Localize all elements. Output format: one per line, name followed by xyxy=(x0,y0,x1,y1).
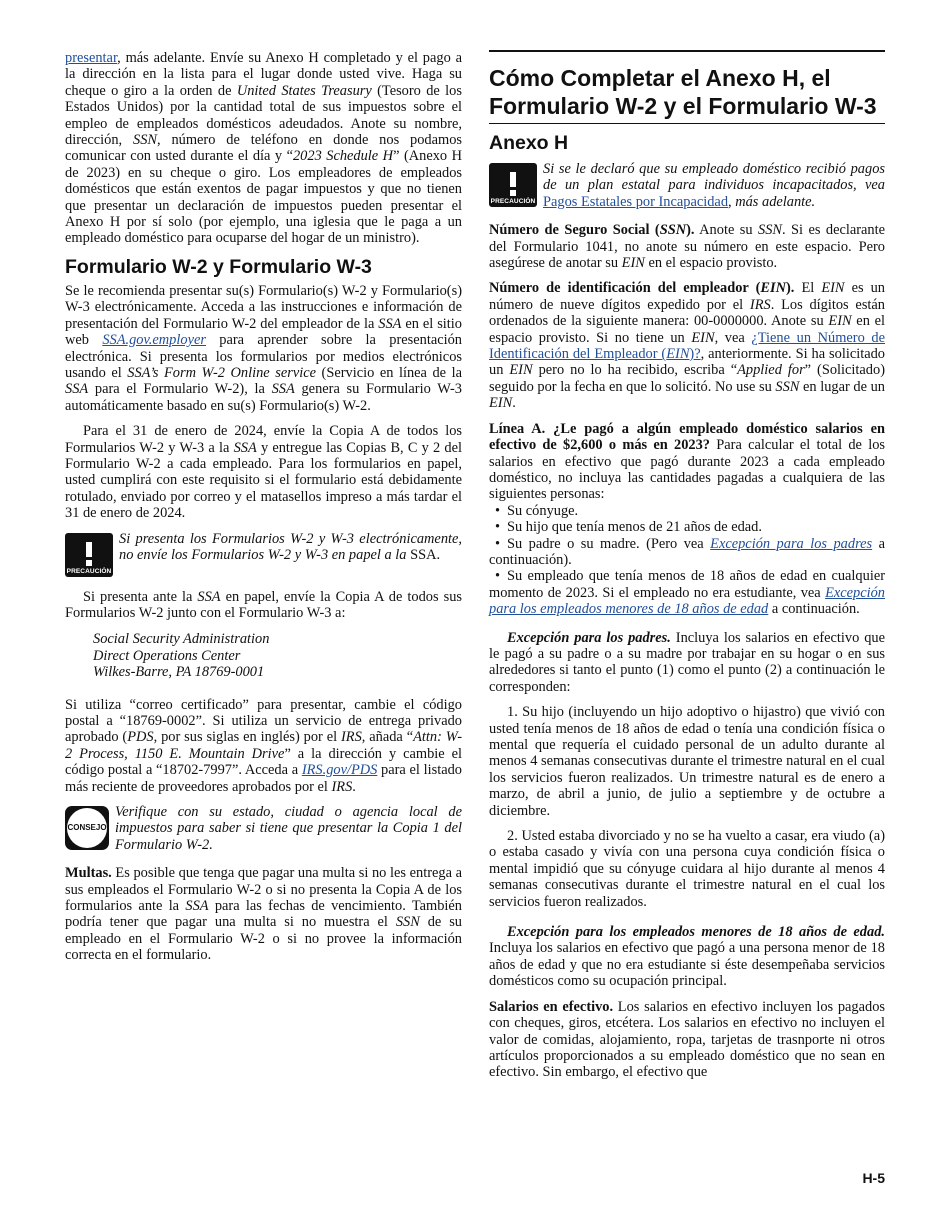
disability-payments-link[interactable]: Pagos Estatales por Incapacidad xyxy=(543,193,729,210)
paragraph-certified-mail: Si utiliza “correo certificado” para presentar, cambie el código postal a “18769-0002”. Si utiliza un servicio de entrega privado aprobado (PDS, por sus siglas en inglés) por el IRS, añada “Attn: W-2 Process, 1150 E. Mountain Drive” a la dirección y cambie el código postal a “18702-7997”. Acceda a IRS.gov/PDS para el listado más reciente de proveedores aprobados por el IRS. xyxy=(65,696,463,795)
excluded-persons-list xyxy=(489,503,885,618)
list-item: • Su empleado que tenía menos de 18 años de edad en cualquier momento de 2023. Si el empleado no era estudiante, vea Excepción para los empleados menores de 18 años de edad a continuación. xyxy=(489,568,885,617)
ein-link[interactable]: ¿Tiene un Número de Identificación del Empleador (EIN)? xyxy=(489,329,885,363)
paragraph-deadline: Para el 31 de enero de 2024, envíe la Copia A de todos los Formularios W-2 y W-3 a la SSA y entregue las Copias B, C y 2 del Formulario W-2 a cada empleado. Para los formularios en papel, usted cumplirá con este requisito si el formulario está debidamente rotulado, enviado por correo y el matasellos impreso a más tardar el 31 de enero de 2024. xyxy=(65,423,463,522)
paragraph-condition-1: 1. Su hijo (incluyendo un hijo adoptivo o hijastro) que vivió con usted tenía menos de 18 años de edad o tenía una condición física o mental que requería el cuidado personal de un adulto durante al menos 4 semanas consecutivas durante el trimestre natural en el cual los servicios fueron realizados. Un trimestre natural es de enero a marzo, de abril a junio, de julio a septiembre y de octubre a diciembre. xyxy=(489,704,885,819)
caution-text: Si se le declaró que su empleado doméstico recibió pagos de un plan estatal para individuos incapacitados, vea Pagos Estatales por Incapacidad, más adelante. xyxy=(543,161,885,210)
ssa-employer-link[interactable]: SSA.gov.employer xyxy=(102,332,206,349)
paragraph-electronic-filing: Se le recomienda presentar su(s) Formulario(s) W-2 y Formulario(s) W-3 electrónicamente. Acceda a las instrucciones e información de presentación del Formulario W-2 del empleador de la SSA en el sitio web SSA.gov.employer para aprender sobre la presentación electrónica. Si presenta los formularios por medios electrónicos usando el SSA’s Form W-2 Online service (Servicio en línea de la SSA para el Formulario W-2), la SSA genera su Formulario W-3 automáticamente basado en su(s) Formulario(s) W-2. xyxy=(65,282,462,414)
paragraph-cash-wages: Salarios en efectivo. Los salarios en efectivo incluyen los pagados con cheques, giros, etcétera. Los salarios en efectivo no incluyen el valor de comidas, alojamiento, ropa, tarjetas de trasnporte ni otros artículos proporcionados a su empleado doméstico que no sean en efectivo. Sin embargo, el efectivo que xyxy=(489,998,885,1081)
paragraph-parents-exception: Excepción para los padres. Incluya los salarios en efectivo que le pagó a su padre o a su madre por trabajar en su hogar o en sus alrededores si tanto el punto (1) como el punto (2) a continuación le corresponden: xyxy=(489,629,885,695)
list-item: • Su padre o su madre. (Pero vea Excepción para los padres a continuación). xyxy=(489,536,885,569)
exclamation-icon xyxy=(498,170,528,198)
caution-icon: PRECAUCIÓN xyxy=(65,533,113,577)
right-column xyxy=(489,50,885,1090)
paragraph-line-a: Línea A. ¿Le pagó a algún empleado doméstico salarios en efectivo de $2,600 o más en 2023? Para calcular el total de los salarios en efectivo que pagó durante 2023 a cada empleado doméstico, no incluya las cantidades pagadas a cualquiera de las siguientes personas: xyxy=(489,420,885,503)
parents-exception-link[interactable]: Excepción para los padres xyxy=(710,535,873,552)
caution-note-disability xyxy=(489,161,885,210)
exclamation-icon xyxy=(74,540,104,568)
tip-note-state xyxy=(65,804,462,853)
caution-text: Si presenta los Formularios W-2 y W-3 electrónicamente, no envíe los Formularios W-2 y W-3 en papel a la SSA. xyxy=(119,530,462,563)
caution-icon: PRECAUCIÓN xyxy=(489,163,537,207)
ssa-address: Social Security Administration Direct Operations Center Wilkes-Barre, PA 18769-0001 xyxy=(93,631,270,681)
presentar-link[interactable]: presentar xyxy=(65,50,118,66)
heading-anexo-h: Anexo H xyxy=(489,132,569,154)
paragraph-payment-instructions: presentar, más adelante. Envíe su Anexo H completado y el pago a la dirección en la lista para el lugar donde usted vive. Haga su cheque o giro a la orden de United States Treasury (Tesoro de los Estados Unidos) por la cantidad total de sus impuestos sobre el empleo de empleados domésticos adeudados. Anote su nombre, dirección, SSN, número de teléfono en donde nos podamos comunicar con usted durante el día y “2023 Schedule H” (Anexo H de 2023) en su cheque o giro. Los empleadores de empleados domésticos que están exentos de pagar impuestos y que no tienen que presentar un declaración de impuestos pueden presentar el Anexo H por sí solo (por ejemplo, una iglesia que le paga a un empleado doméstico para ocuparse del hogar de un ministro). xyxy=(65,50,462,247)
top-rule xyxy=(489,50,885,52)
irs-pds-link[interactable]: IRS.gov/PDS xyxy=(301,762,378,779)
paragraph-condition-2: 2. Usted estaba divorciado y no se ha vuelto a casar, era viudo (a) o estaba casado y vivía con una persona cuya condición física o mental impidió que su cónyuge cuidara al hijo durante al menos 4 semanas consecutivas durante el trimestre natural en el cual los servicios fueron realizados. xyxy=(489,828,885,910)
list-item: • Su hijo que tenía menos de 21 años de edad. xyxy=(489,519,885,535)
page-number: H-5 xyxy=(862,1170,885,1186)
left-column xyxy=(65,50,462,973)
tip-text: Verifique con su estado, ciudad o agencia local de impuestos para saber si tiene que presentar la Copia 1 del Formulario W-2. xyxy=(115,804,462,853)
tip-icon: CONSEJO xyxy=(65,806,109,850)
page-title: Cómo Completar el Anexo H, el Formulario W-2 y el Formulario W-3 xyxy=(489,64,885,124)
paragraph-ssn: Número de Seguro Social (SSN). Anote su SSN. Si es declarante del Formulario 1041, no anote su número en este espacio. Pero asegúrese de anotar su EIN en el espacio provisto. xyxy=(489,222,886,272)
paragraph-ein: Número de identificación del empleador (EIN). El EIN es un número de nueve dígitos expedido por el IRS. Los dígitos están ordenados de la siguiente manera: 00-0000000. Anote su EIN en el espacio provisto. Si no tiene un EIN, vea ¿Tiene un Número de Identificación del Empleador (EIN)?, anteriormente. Si ha solicitado un EIN pero no lo ha recibido, escriba “Applied for” (Solicitado) seguido por la fecha en que lo solicitó. No use su SSN en lugar de un EIN. xyxy=(489,280,886,412)
minors-exception-link[interactable]: Excepción para los empleados menores de 18 años de edad xyxy=(489,584,885,618)
paragraph-penalties: Multas. Es posible que tenga que pagar una multa si no les entrega a sus empleados el Formulario W-2 o si no presenta la Copia A de los formularios ante la SSA para las fechas de vencimiento. También podría tener que pagar una multa si no muestra el SSN de su empleado en el Formulario W-2 o si no provee la información correcta en el formulario. xyxy=(65,865,463,964)
heading-w2-w3: Formulario W-2 y Formulario W-3 xyxy=(65,255,372,278)
paragraph-paper-filing: Si presenta ante la SSA en papel, envíe la Copia A de todos sus Formularios W-2 junto con el Formulario W-3 a: xyxy=(65,588,462,621)
list-item: • Su cónyuge. xyxy=(489,503,885,519)
paragraph-minors-exception: Excepción para los empleados menores de 18 años de edad. Incluya los salarios en efectivo que pagó a una persona menor de 18 años de edad y que no era estudiante si éste desempeñaba servicios domésticos como su ocupación principal. xyxy=(489,924,885,990)
caution-note-electronic xyxy=(65,531,462,577)
